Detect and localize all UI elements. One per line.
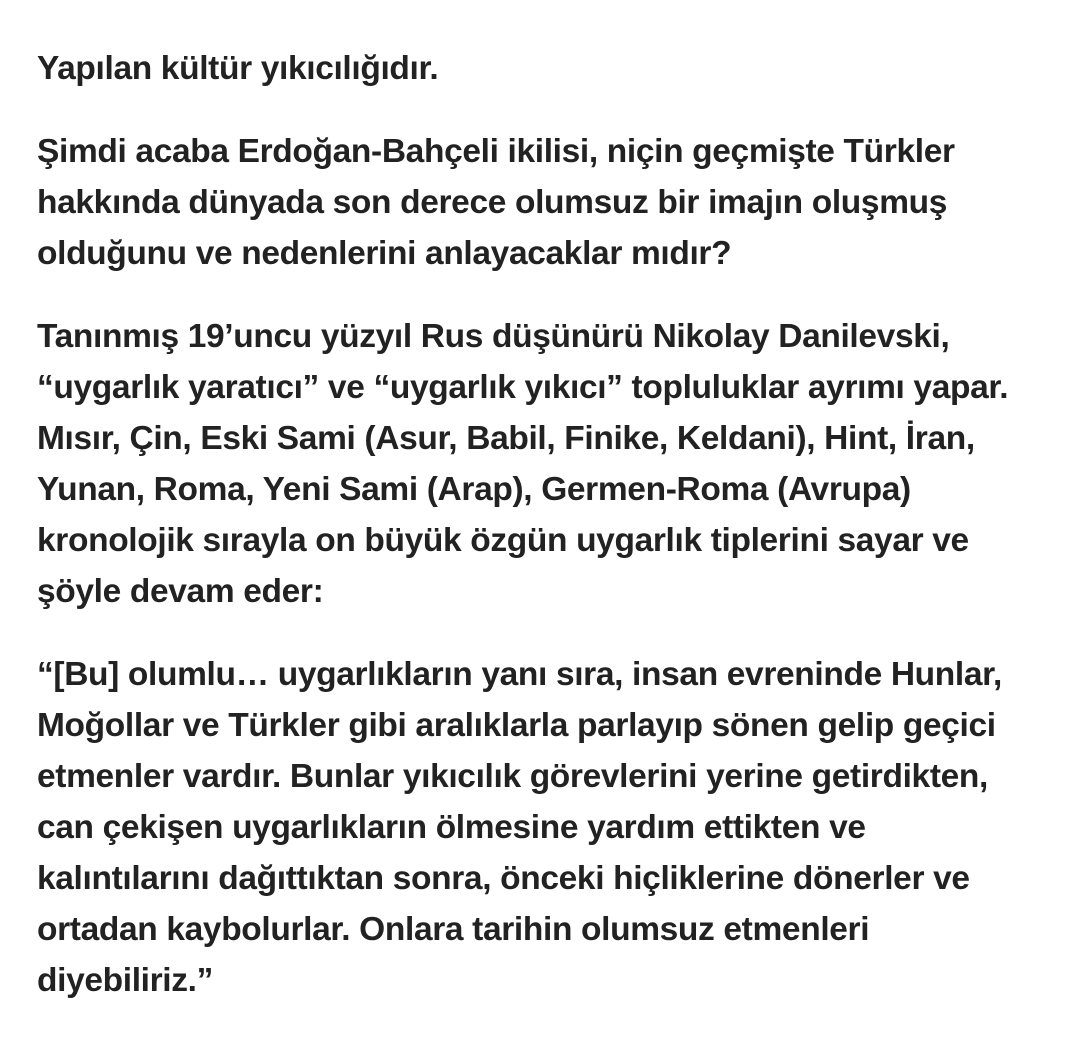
paragraph-line: şöyle devam eder:	[37, 573, 324, 610]
paragraph-line: Şimdi acaba Erdoğan-Bahçeli ikilisi, niçin geçmişte Türkler	[37, 133, 955, 170]
paragraph-line: diyebiliriz.”	[37, 962, 214, 999]
paragraph-line: Mısır, Çin, Eski Sami (Asur, Babil, Finike, Keldani), Hint, İran,	[37, 420, 975, 457]
paragraph-line: Yunan, Roma, Yeni Sami (Arap), Germen-Roma (Avrupa)	[37, 471, 911, 508]
article-body	[37, 0, 1047, 1038]
cutoff-previous-line	[37, 0, 1047, 7]
paragraph-line: Moğollar ve Türkler gibi aralıklarla parlayıp sönen gelip geçici	[37, 707, 996, 744]
cutoff-line-text	[37, 0, 715, 1]
paragraph-2	[37, 126, 1047, 279]
paragraph-line: “uygarlık yaratıcı” ve “uygarlık yıkıcı” topluluklar ayrımı yapar.	[37, 369, 1009, 406]
paragraph-line: kronolojik sırayla on büyük özgün uygarlık tiplerini sayar ve	[37, 522, 969, 559]
paragraph-line: “[Bu] olumlu… uygarlıkların yanı sıra, insan evreninde Hunlar,	[37, 656, 1002, 693]
paragraph-line: kalıntılarını dağıttıktan sonra, önceki hiçliklerine dönerler ve	[37, 860, 970, 897]
paragraph-line: can çekişen uygarlıkların ölmesine yardım ettikten ve	[37, 809, 866, 846]
paragraph-line: Yapılan kültür yıkıcılığıdır.	[37, 50, 439, 87]
paragraph-line: olduğunu ve nedenlerini anlayacaklar mıdır?	[37, 235, 732, 272]
paragraph-3	[37, 311, 1047, 617]
paragraph-line: etmenler vardır. Bunlar yıkıcılık görevlerini yerine getirdikten,	[37, 758, 988, 795]
paragraph-line: ortadan kaybolurlar. Onlara tarihin olumsuz etmenleri	[37, 911, 870, 948]
paragraph-line: Tanınmış 19’uncu yüzyıl Rus düşünürü Nikolay Danilevski,	[37, 318, 950, 355]
paragraph-4-quote	[37, 649, 1047, 1006]
paragraph-line: hakkında dünyada son derece olumsuz bir imajın oluşmuş	[37, 184, 948, 221]
paragraph-1	[37, 43, 1047, 94]
